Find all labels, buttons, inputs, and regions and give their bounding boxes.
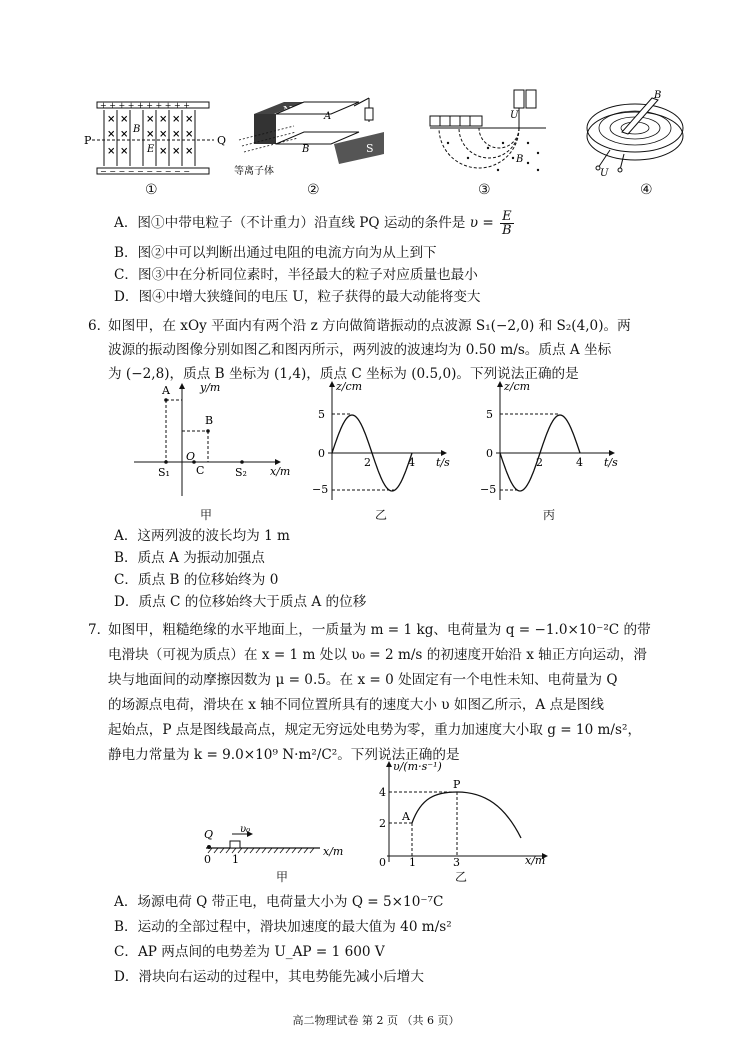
label-0: 0 bbox=[204, 853, 211, 866]
label-Q: Q bbox=[204, 828, 214, 841]
velocity-curve bbox=[412, 792, 521, 838]
label-v0: υ₀ bbox=[240, 824, 251, 835]
tick-x1: 1 bbox=[409, 856, 416, 869]
q5-option-c: C．图③中在分析同位素时，半径最大的粒子对应质量也最小 bbox=[114, 267, 478, 283]
q5-option-d: D．图④中增大狭缝间的电压 U，粒子获得的最大动能将变大 bbox=[114, 289, 481, 305]
q7-line4: 的场源点电荷，滑块在 x 轴不同位置所具有的速度大小 υ 如图乙所示，A 点是图线 bbox=[108, 697, 604, 713]
q6-line1: 如图甲，在 xOy 平面内有两个沿 z 方向做简谐振动的点波源 S₁(−2,0) 和 S₂(4,0)。两 bbox=[108, 318, 631, 334]
label-O: O bbox=[186, 450, 196, 463]
label-B: B bbox=[302, 144, 310, 155]
tick-0: 0 bbox=[486, 447, 493, 460]
tick-0: 0 bbox=[318, 447, 325, 460]
tick-2: 2 bbox=[536, 456, 543, 469]
q5-fraction bbox=[500, 210, 514, 237]
label-P: P bbox=[84, 134, 92, 147]
plus-plate: + + + + + + + + + + bbox=[100, 101, 190, 110]
tick-x3: 3 bbox=[453, 856, 460, 869]
point-S1 bbox=[164, 460, 168, 464]
axis-t-label: t/s bbox=[604, 456, 618, 469]
svg-text:×: × bbox=[120, 114, 129, 125]
axis-x-label: x/m bbox=[270, 465, 291, 478]
label-P: P bbox=[453, 778, 461, 791]
label-C: C bbox=[196, 464, 205, 477]
svg-text:×: × bbox=[146, 114, 155, 125]
q7-option-c: C．AP 两点间的电势差为 U_AP = 1 600 V bbox=[114, 944, 385, 960]
q6-caption-jia: 甲 bbox=[200, 508, 213, 522]
tick-5: 5 bbox=[318, 408, 325, 421]
point-S2 bbox=[240, 460, 244, 464]
q6-option-d: D．质点 C 的位移始终大于质点 A 的位移 bbox=[114, 594, 367, 610]
q7-option-d: D．滑块向右运动的过程中，其电势能先减小后增大 bbox=[114, 969, 424, 985]
label-S1: S₁ bbox=[158, 466, 170, 479]
caption-2: ② bbox=[307, 182, 320, 198]
q7-caption-jia: 甲 bbox=[276, 870, 289, 884]
q5-option-a bbox=[114, 210, 514, 237]
figure-3-mass-spectrometer bbox=[428, 88, 548, 180]
q6-number: 6． bbox=[88, 318, 111, 334]
tick-5: 5 bbox=[486, 408, 493, 421]
q6-figure-bing bbox=[474, 378, 634, 504]
label-U: U bbox=[510, 110, 519, 121]
svg-text:×: × bbox=[185, 129, 194, 140]
q7-line2: 电滑块（可视为质点）在 x = 1 m 处以 υ₀ = 2 m/s 的初速度开始沿 x 轴正方向运动，滑 bbox=[108, 647, 647, 663]
svg-text:×: × bbox=[107, 146, 116, 157]
tick-neg5: −5 bbox=[480, 483, 497, 496]
svg-text:×: × bbox=[172, 146, 181, 157]
tick-4: 4 bbox=[576, 456, 583, 469]
axis-x-label: x/m bbox=[525, 854, 546, 867]
svg-text:×: × bbox=[172, 114, 181, 125]
svg-text:×: × bbox=[172, 129, 181, 140]
label-1: 1 bbox=[232, 853, 239, 866]
q7-line3: 块与地面间的动摩擦因数为 μ = 0.5。在 x = 0 处固定有一个电性未知、电荷量为 Q bbox=[108, 672, 618, 688]
axis-z-label: z/cm bbox=[336, 380, 363, 393]
q6-option-b: B．质点 A 为振动加强点 bbox=[114, 550, 265, 566]
svg-text:×: × bbox=[185, 146, 194, 157]
svg-text:×: × bbox=[159, 146, 168, 157]
axis-t-label: t/s bbox=[436, 456, 450, 469]
q6-option-a: A．这两列波的波长均为 1 m bbox=[114, 528, 290, 544]
caption-3: ③ bbox=[478, 182, 491, 198]
slider-block bbox=[230, 841, 240, 848]
q6-line3: 为 (−2,8)，质点 B 坐标为 (1,4)，质点 C 坐标为 (0.5,0)。下列说法正确的是 bbox=[108, 366, 579, 382]
q6-caption-yi: 乙 bbox=[375, 508, 388, 522]
axis-x-label: x/m bbox=[323, 845, 344, 858]
tick-4: 4 bbox=[408, 456, 415, 469]
q7-figure-yi bbox=[375, 758, 555, 870]
caption-1: ① bbox=[145, 182, 158, 198]
label-plasma: 等离子体 bbox=[234, 166, 274, 177]
page-footer: 高二物理试卷 第 2 页 （共 6 页） bbox=[292, 1014, 460, 1027]
axis-y-label: y/m bbox=[200, 381, 221, 394]
svg-text:×: × bbox=[185, 114, 194, 125]
q7-number: 7． bbox=[88, 622, 111, 638]
point-A bbox=[164, 398, 168, 402]
q6-option-c: C．质点 B 的位移始终为 0 bbox=[114, 572, 279, 588]
tick-4: 4 bbox=[379, 786, 386, 799]
q6-figure-yi bbox=[306, 378, 466, 504]
tick-neg5: −5 bbox=[312, 483, 329, 496]
fraction-numerator: E bbox=[500, 210, 514, 224]
label-U: U bbox=[600, 168, 609, 179]
svg-text:×: × bbox=[159, 129, 168, 140]
label-S2: S₂ bbox=[235, 466, 247, 479]
label-B: B bbox=[133, 124, 141, 135]
caption-4: ④ bbox=[640, 182, 653, 198]
label-A: A bbox=[402, 810, 410, 823]
q7-line1: 如图甲，粗糙绝缘的水平地面上，一质量为 m = 1 kg、电荷量为 q = −1.0×10⁻²C 的带 bbox=[108, 622, 651, 638]
minus-plate: − − − − − − − − − − bbox=[100, 167, 190, 176]
svg-text:×: × bbox=[146, 129, 155, 140]
q6-line2: 波源的振动图像分别如图乙和图丙所示，两列波的波速均为 0.50 m/s。质点 A 坐标 bbox=[108, 342, 612, 358]
q7-line5: 起始点，P 点是图线最高点，规定无穷远处电势为零，重力加速度大小取 g = 10 m/s²， bbox=[108, 722, 642, 738]
label-A: A bbox=[162, 384, 170, 397]
q6-figure-jia bbox=[130, 378, 300, 504]
q5-option-b: B．图②中可以判断出通过电阻的电流方向为从上到下 bbox=[114, 245, 437, 261]
figure-1-velocity-selector bbox=[84, 96, 227, 186]
svg-text:×: × bbox=[159, 114, 168, 125]
point-B bbox=[206, 429, 210, 433]
svg-text:×: × bbox=[107, 114, 116, 125]
q6-caption-bing: 丙 bbox=[543, 508, 556, 522]
label-B: B bbox=[205, 414, 214, 427]
svg-text:×: × bbox=[120, 146, 129, 157]
svg-text:×: × bbox=[107, 129, 116, 140]
q7-caption-yi: 乙 bbox=[455, 870, 468, 884]
label-S: S bbox=[366, 142, 374, 155]
tick-x0: 0 bbox=[379, 856, 386, 869]
label-Q: Q bbox=[217, 134, 227, 147]
label-E: E bbox=[147, 144, 155, 155]
label-B: B bbox=[654, 90, 662, 101]
axis-v-label: υ/(m·s⁻¹) bbox=[393, 760, 442, 773]
fraction-denominator: B bbox=[502, 223, 512, 238]
tick-2: 2 bbox=[379, 817, 386, 830]
label-A: A bbox=[324, 111, 332, 122]
q5-option-a-v: υ = bbox=[469, 215, 494, 231]
svg-text:×: × bbox=[120, 129, 129, 140]
q7-line6: 静电力常量为 k = 9.0×10⁹ N·m²/C²。下列说法正确的是 bbox=[108, 747, 460, 763]
tick-2: 2 bbox=[364, 456, 371, 469]
q7-option-a: A．场源电荷 Q 带正电，电荷量大小为 Q = 5×10⁻⁷C bbox=[114, 894, 444, 910]
q5-option-a-text: A．图①中带电粒子（不计重力）沿直线 PQ 运动的条件是 bbox=[114, 215, 466, 231]
figure-2-mhd-generator bbox=[234, 92, 404, 182]
label-B: B bbox=[516, 154, 524, 165]
q7-figure-jia bbox=[198, 820, 358, 870]
figure-4-cyclotron bbox=[580, 88, 690, 180]
axis-z-label: z/cm bbox=[504, 380, 531, 393]
q7-option-b: B．运动的全部过程中，滑块加速度的最大值为 40 m/s² bbox=[114, 919, 452, 935]
